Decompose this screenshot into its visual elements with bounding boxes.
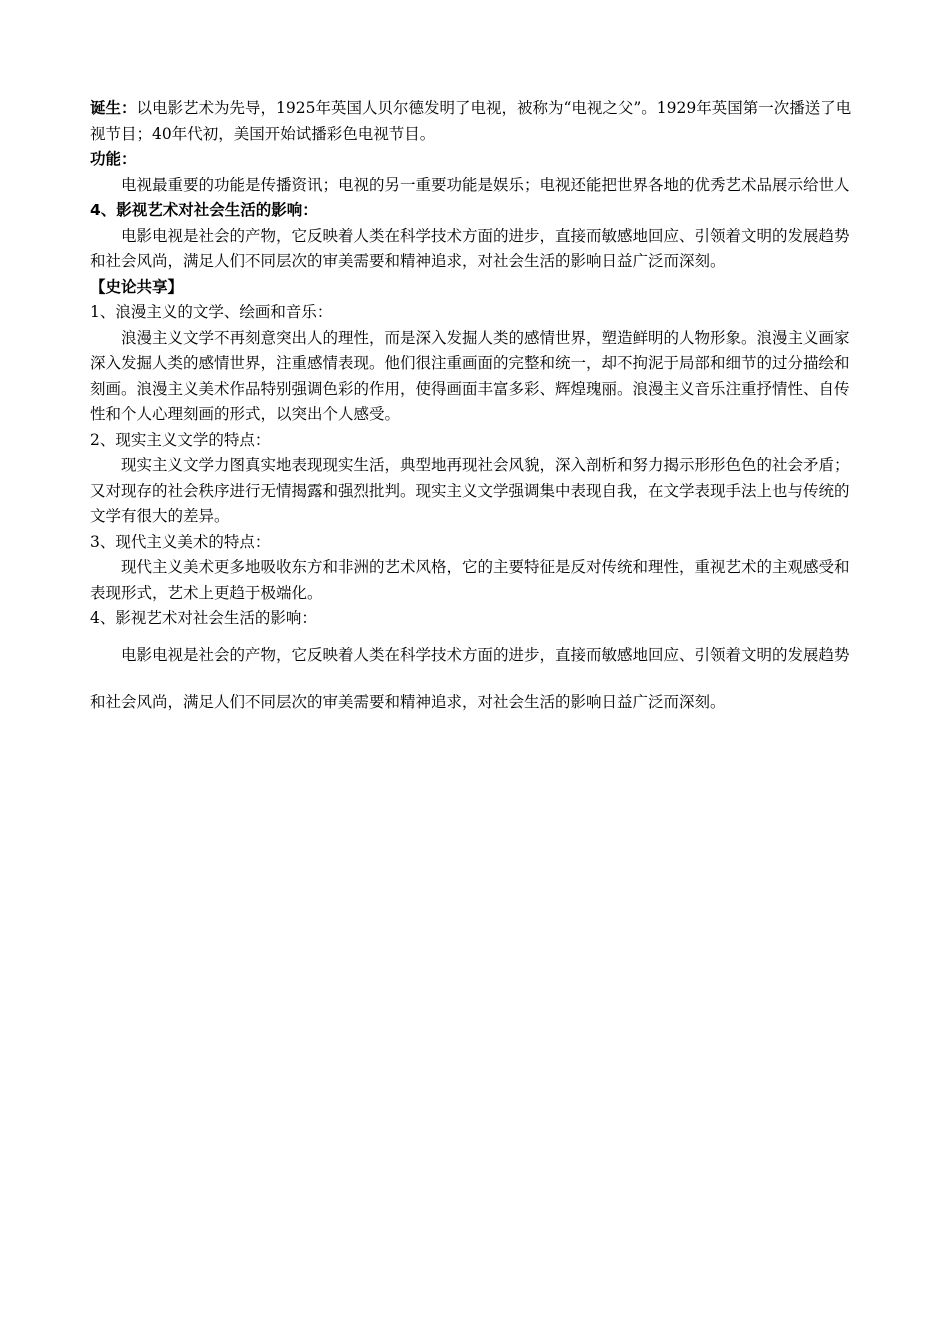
shared-item-title: 1、浪漫主义的文学、绘画和音乐： — [90, 303, 333, 321]
function-label: 功能： — [90, 150, 137, 168]
shared-item-title: 2、现实主义文学的特点： — [90, 430, 271, 449]
document-body — [90, 96, 860, 726]
shared-heading: 【史论共享】 — [90, 277, 184, 296]
birth-label: 诞生： — [90, 99, 137, 117]
impact-text: 电影电视是社会的产物，它反映着人类在科学技术方面的进步，直接而敏感地回应、引领着文明的发展趋势和社会风尚，满足人们不同层次的审美需要和精神追求，对社会生活的影响日益广泛而深刻。 — [90, 226, 850, 270]
function-text: 电视最重要的功能是传播资讯；电视的另一重要功能是娱乐；电视还能把世界各地的优秀艺术品展示给世人 — [121, 175, 850, 194]
shared-item-text: 现代主义美术更多地吸收东方和非洲的艺术风格，它的主要特征是反对传统和理性，重视艺术的主观感受和表现形式，艺术上更趋于极端化。 — [90, 558, 850, 602]
shared-item-title: 4、影视艺术对社会生活的影响： — [90, 609, 317, 627]
birth-paragraph — [90, 96, 860, 147]
shared-item-text: 浪漫主义文学不再刻意突出人的理性，而是深入发掘人类的感情世界，塑造鲜明的人物形象。浪漫主义画家深入发掘人类的感情世界，注重感情表现。他们很注重画面的完整和统一，却不拘泥于局部和细节的过分描绘和刻画。浪漫主义美术作品特别强调色彩的作用，使得画面丰富多彩、辉煌瑰丽。浪漫主义音乐注重抒情性、自传性和个人心理刻画的形式，以突出个人感受。 — [90, 328, 850, 423]
birth-text: 以电影艺术为先导，1925年英国人贝尔德发明了电视，被称为“电视之父”。1929年英国第一次播送了电视节目；40年代初，美国开始试播彩色电视节目。 — [90, 99, 852, 143]
impact-heading: 4、影视艺术对社会生活的影响： — [90, 201, 318, 219]
shared-item-text: 电影电视是社会的产物，它反映着人类在科学技术方面的进步，直接而敏感地回应、引领着文明的发展趋势和社会风尚，满足人们不同层次的审美需要和精神追求，对社会生活的影响日益广泛而深刻。 — [90, 645, 850, 711]
shared-item-text: 现实主义文学力图真实地表现现实生活，典型地再现社会风貌，深入剖析和努力揭示形形色色的社会矛盾；又对现存的社会秩序进行无情揭露和强烈批判。现实主义文学强调集中表现自我，在文学表现手法上也与传统的文学有很大的差异。 — [90, 456, 850, 525]
shared-item-title: 3、现代主义美术的特点： — [90, 532, 271, 551]
